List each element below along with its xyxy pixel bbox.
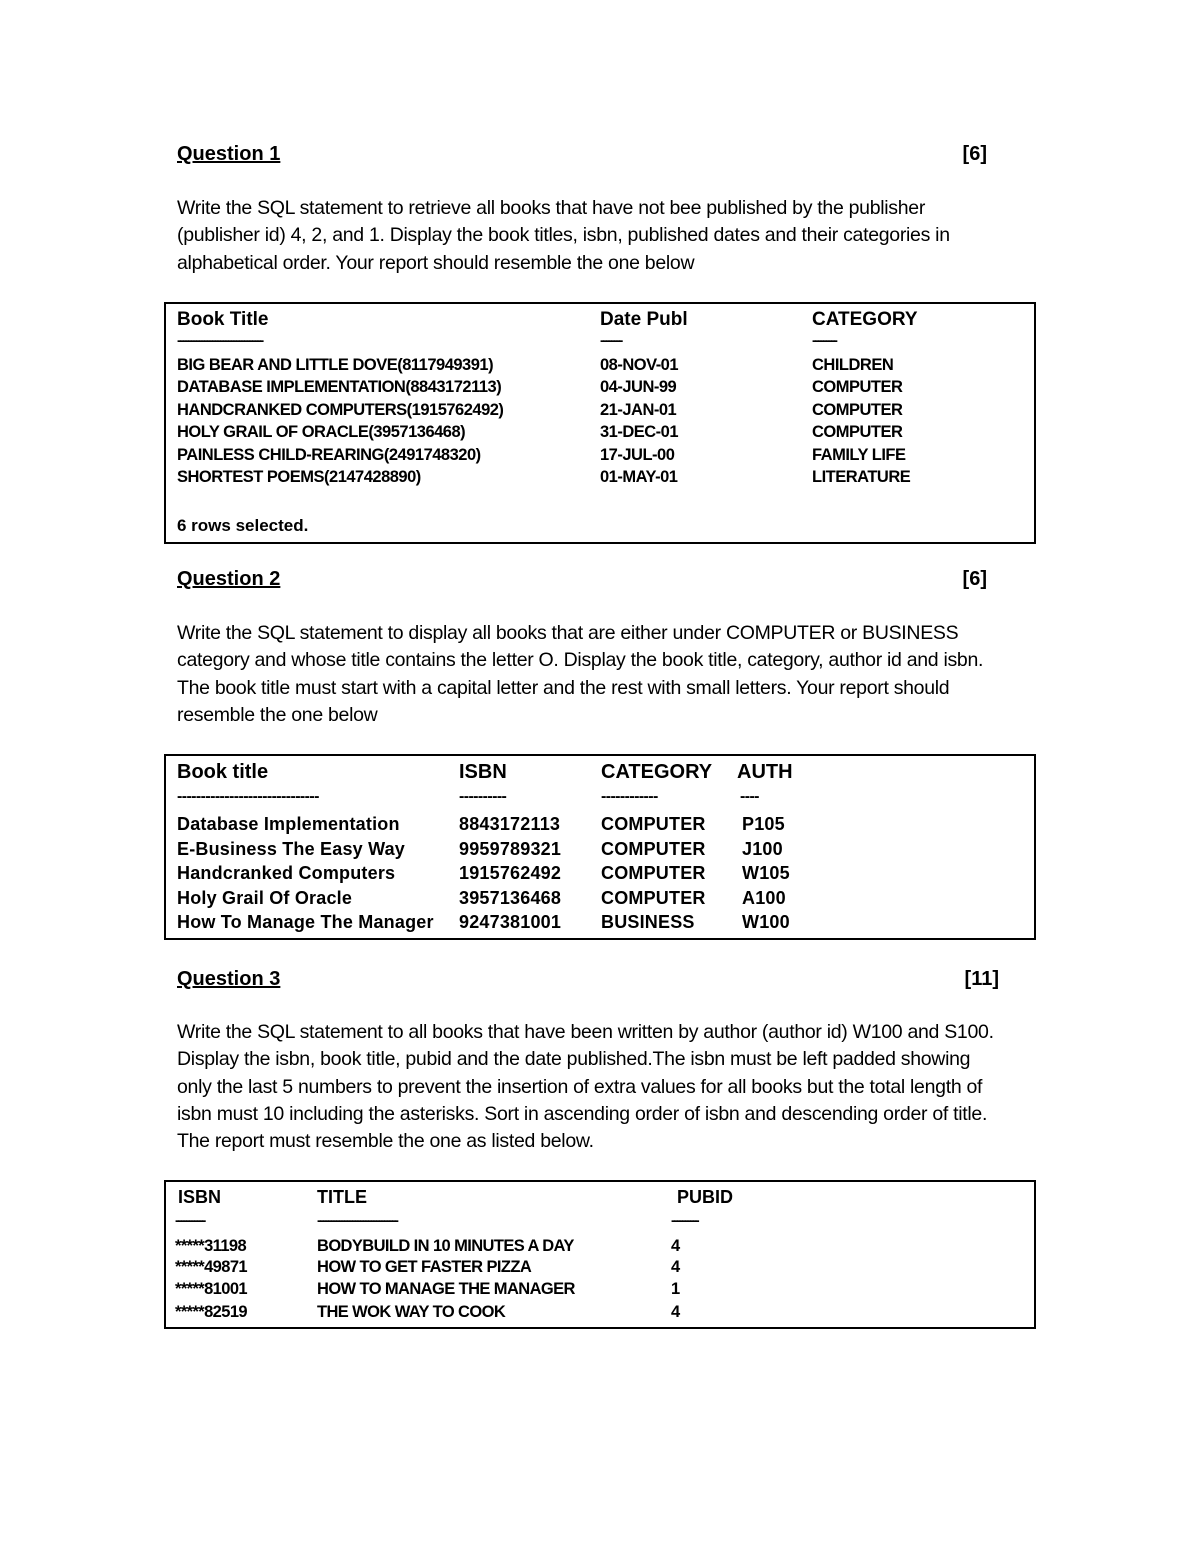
cell-date: 01-MAY-01	[600, 468, 678, 486]
column-separator: ----------	[459, 788, 507, 805]
column-separator: ------------------------------	[317, 1212, 397, 1228]
column-header: Date Publ	[600, 309, 688, 330]
column-separator: --------------------------------	[177, 332, 263, 348]
cell-book-title: DATABASE IMPLEMENTATION(8843172113)	[177, 378, 502, 396]
cell-title: THE WOK WAY TO COOK	[317, 1303, 506, 1321]
column-header: PUBID	[677, 1187, 734, 1207]
cell-category: COMPUTER	[601, 888, 706, 908]
cell-date: 31-DEC-01	[600, 423, 679, 441]
cell-category: COMPUTER	[812, 423, 903, 441]
cell-book-title: PAINLESS CHILD-REARING(2491748320)	[177, 446, 481, 464]
question-1-text	[177, 195, 1037, 277]
question-3-header	[177, 966, 999, 992]
text-line: resemble the one below	[177, 703, 378, 726]
cell-isbn: 8843172113	[459, 814, 561, 834]
column-separator: ----------	[671, 1212, 698, 1228]
cell-category: LITERATURE	[812, 468, 911, 486]
report-box-1	[164, 302, 1036, 544]
column-header: Book Title	[177, 309, 269, 330]
cell-date: 21-JAN-01	[600, 401, 677, 419]
cell-isbn: 9247381001	[459, 912, 562, 932]
cell-category: COMPUTER	[601, 863, 706, 883]
cell-isbn: 1915762492	[459, 863, 562, 883]
column-separator: ----	[740, 788, 759, 805]
question-title: Question 3	[177, 968, 281, 990]
cell-date: 08-NOV-01	[600, 356, 679, 374]
cell-book-title: HANDCRANKED COMPUTERS(1915762492)	[177, 401, 504, 419]
cell-pubid: 4	[671, 1237, 681, 1255]
cell-author: W100	[742, 912, 790, 932]
report-box-3	[164, 1180, 1036, 1329]
cell-pubid: 4	[671, 1258, 681, 1276]
text-line: Write the SQL statement to all books that have been written by author (author id) W100 and S100.	[177, 1021, 994, 1043]
cell-title: HOW TO GET FASTER PIZZA	[317, 1258, 532, 1276]
text-line: (publisher id) 4, 2, and 1. Display the book titles, isbn, published dates and their categories in	[177, 224, 950, 247]
question-1-header	[177, 141, 987, 167]
column-separator: ------------	[601, 788, 658, 805]
text-line: The report must resemble the one as listed below.	[177, 1130, 594, 1153]
column-header: Book title	[177, 761, 269, 783]
column-header: ISBN	[178, 1187, 222, 1207]
question-title: Question 2	[177, 568, 281, 590]
cell-category: COMPUTER	[812, 378, 903, 396]
text-line: Write the SQL statement to retrieve all books that have not bee published by the publisher	[177, 197, 926, 219]
cell-author: P105	[742, 814, 785, 834]
cell-book-title: E-Business The Easy Way	[177, 839, 406, 859]
cell-category: COMPUTER	[812, 401, 903, 419]
cell-isbn: *****31198	[175, 1237, 247, 1255]
question-marks: [6]	[962, 568, 987, 590]
column-separator: -----------	[175, 1212, 205, 1228]
cell-pubid: 1	[671, 1280, 681, 1298]
cell-date: 17-JUL-00	[600, 446, 675, 464]
text-line: alphabetical order. Your report should resemble the one below	[177, 251, 695, 274]
cell-title: HOW TO MANAGE THE MANAGER	[317, 1280, 575, 1298]
cell-title: BODYBUILD IN 10 MINUTES A DAY	[317, 1237, 574, 1255]
cell-author: A100	[742, 888, 786, 908]
text-line: The book title must start with a capital letter and the rest with small letters. Your report should	[177, 676, 950, 699]
cell-book-title: HOLY GRAIL OF ORACLE(3957136468)	[177, 423, 466, 441]
text-line: category and whose title contains the letter O. Display the book title, category, author id and isbn.	[177, 649, 984, 672]
question-3-text	[177, 1019, 1037, 1155]
cell-category: CHILDREN	[812, 356, 894, 374]
cell-isbn: 3957136468	[459, 888, 562, 908]
column-header: ISBN	[459, 761, 507, 783]
column-header: CATEGORY	[812, 309, 918, 330]
cell-isbn: *****81001	[175, 1280, 247, 1298]
cell-book-title: SHORTEST POEMS(2147428890)	[177, 468, 421, 486]
cell-category: COMPUTER	[601, 814, 706, 834]
cell-book-title: BIG BEAR AND LITTLE DOVE(8117949391)	[177, 356, 494, 374]
cell-isbn: *****49871	[175, 1258, 247, 1276]
text-line: only the last 5 numbers to prevent the insertion of extra values for all books but the total length of	[177, 1075, 983, 1098]
question-marks: [11]	[964, 968, 999, 990]
question-marks: [6]	[962, 143, 987, 165]
rows-selected-footer: 6 rows selected.	[177, 516, 309, 535]
text-line: Write the SQL statement to display all books that are either under COMPUTER or BUSINESS	[177, 622, 959, 644]
text-line: isbn must 10 including the asterisks. Sort in ascending order of isbn and descending order of title.	[177, 1102, 988, 1125]
column-separator: ------------------------------	[177, 788, 319, 805]
report-box-2	[164, 754, 1036, 940]
cell-category: COMPUTER	[601, 839, 706, 859]
cell-category: BUSINESS	[601, 912, 695, 932]
column-separator: ---------	[812, 332, 836, 348]
cell-isbn: 9959789321	[459, 839, 562, 859]
column-header: TITLE	[317, 1187, 367, 1207]
cell-book-title: How To Manage The Manager	[177, 912, 434, 932]
cell-book-title: Database Implementation	[177, 814, 400, 834]
cell-pubid: 4	[671, 1303, 681, 1321]
cell-category: FAMILY LIFE	[812, 446, 906, 464]
cell-book-title: Holy Grail Of Oracle	[177, 888, 353, 908]
cell-author: J100	[742, 839, 783, 859]
question-2-header	[177, 566, 987, 592]
cell-book-title: Handcranked Computers	[177, 863, 396, 883]
text-line: Display the isbn, book title, pubid and the date published.The isbn must be left padded showing	[177, 1048, 971, 1071]
question-2-text	[177, 620, 1037, 729]
cell-isbn: *****82519	[175, 1303, 247, 1321]
question-title: Question 1	[177, 143, 281, 165]
cell-author: W105	[742, 863, 790, 883]
column-header: CATEGORY	[601, 761, 713, 783]
column-header: AUTH	[737, 761, 793, 783]
column-separator: --------	[600, 332, 622, 348]
cell-date: 04-JUN-99	[600, 378, 677, 396]
